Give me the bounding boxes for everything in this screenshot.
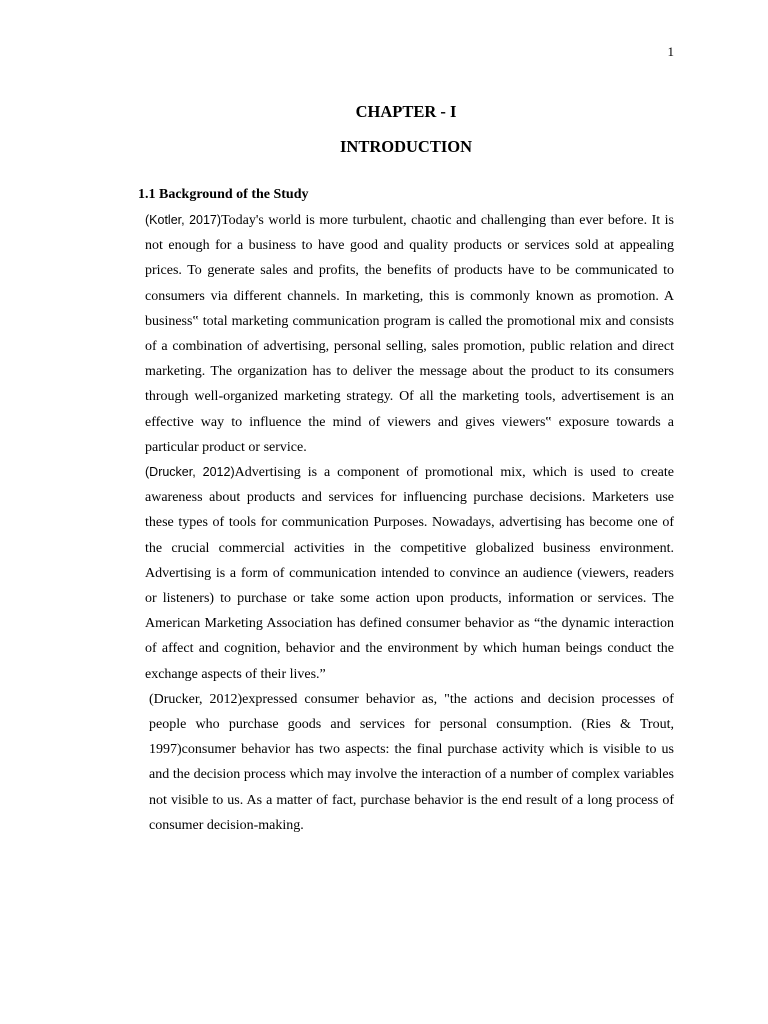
paragraph-text: Advertising is a component of promotional mix, which is used to create awareness about products and services for influencing purchase decisions. Marketers use these types of tools for communication Purposes. Nowadays, advertising has become one of the crucial commercial activities in the competitive globalized business environment. Advertising is a form of communication intended to convince an audience (viewers, readers or listeners) to purchase or take some action upon products, information or services. The American Marketing Association has defined consumer behavior as “the dynamic interaction of affect and cognition, behavior and the environment by which human beings conduct the exchange aspects of their lives.” xyxy=(145,465,675,682)
chapter-title: INTRODUCTION xyxy=(339,137,473,156)
paragraph-text: expressed consumer behavior as, "the actions and decision processes of people who purchase goods and services for personal consumption. (Ries & Trout, 1997)consumer behavior has two aspects: the final purchase activity which is visible to us and the decision process which may involve the interaction of a number of complex variables not visible to us. As a matter of fact, purchase behavior is the end result of a long process of consumer decision-making. xyxy=(149,691,674,833)
paragraph-text: Today's world is more turbulent, chaotic and challenging than ever before. It is not enough for a business to have good and quality products or services sold at appealing prices. To generate sales and profits, the benefits of products have to be communicated to consumers via different channels. In marketing, this is commonly known as promotion. A business‟ total marketing communication program is called the promotional mix and consists of a combination of advertising, personal selling, sales promotion, public relation and direct marketing. The organization has to deliver the message about the product to its consumers through well-organized marketing strategy. Of all the marketing tools, advertisement is an effective way to influence the mind of viewers and gives viewers‟ exposure towards a particular product or service. xyxy=(145,213,674,455)
citation: (Drucker, 2012) xyxy=(149,691,243,707)
citation: (Drucker, 2012) xyxy=(145,465,235,480)
page-number: 1 xyxy=(667,44,674,59)
chapter-heading: CHAPTER - I xyxy=(355,102,457,121)
paragraph-2 xyxy=(145,460,674,687)
paragraph-1 xyxy=(145,208,674,460)
body-text xyxy=(145,208,674,838)
citation: (Kotler, 2017) xyxy=(145,213,222,227)
section-heading: 1.1 Background of the Study xyxy=(138,187,309,202)
paragraph-3 xyxy=(145,687,674,838)
